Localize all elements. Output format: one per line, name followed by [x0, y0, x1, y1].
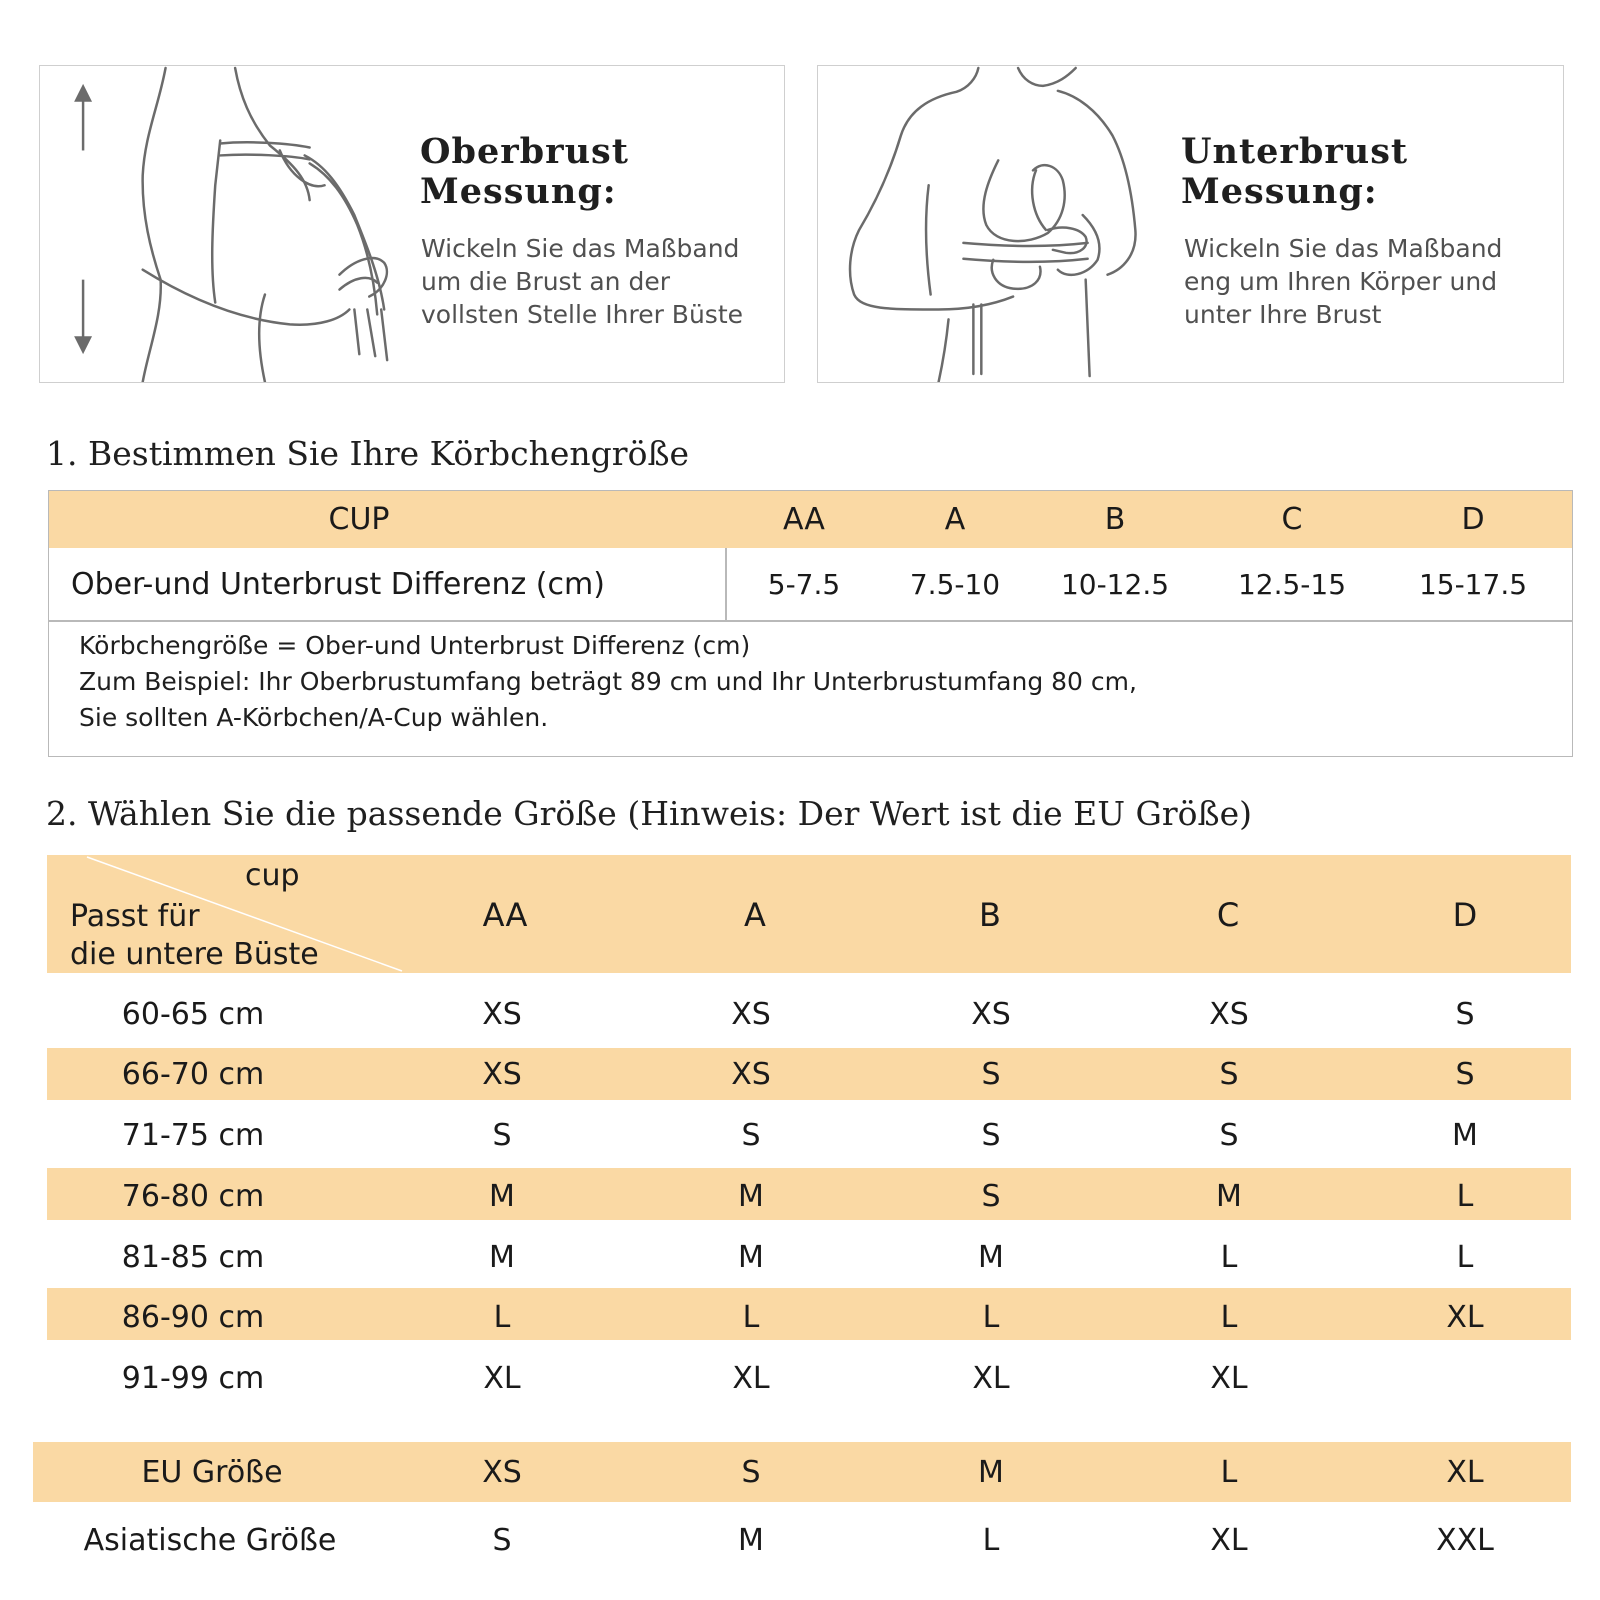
size-cell: S	[741, 1117, 761, 1153]
note-line1: Körbchengröße = Ober-und Unterbrust Differenz (cm)	[79, 631, 751, 660]
size-row-band-label: 81-85 cm	[121, 1239, 265, 1275]
size-cell: M	[738, 1178, 764, 1214]
size-cell: L	[493, 1299, 511, 1335]
size-row-band-label: 71-75 cm	[121, 1117, 265, 1153]
difference-b: 10-12.5	[1060, 567, 1170, 601]
oberbrust-panel	[39, 65, 785, 383]
size-cell: M	[1452, 1117, 1478, 1153]
eu-size-cell: XL	[1446, 1454, 1484, 1490]
oberbrust-desc-line2: um die Brust an der	[421, 267, 670, 296]
size-cell: L	[982, 1299, 1000, 1335]
corner-band-label	[70, 898, 319, 974]
size-cell: XL	[732, 1360, 770, 1396]
oberbrust-desc-line1: Wickeln Sie das Maßband	[421, 234, 740, 263]
size-cell: M	[489, 1178, 515, 1214]
size-cell: L	[1220, 1239, 1238, 1275]
size-row-band-label: 66-70 cm	[121, 1056, 265, 1092]
difference-aa: 5-7.5	[767, 567, 841, 601]
size-header-aa: AA	[482, 896, 528, 934]
size-cell: S	[1219, 1056, 1239, 1092]
size-cell: S	[1455, 996, 1475, 1032]
size-cell: L	[742, 1299, 760, 1335]
unterbrust-illustration	[818, 66, 1563, 382]
oberbrust-illustration	[40, 66, 784, 382]
size-cell: M	[1216, 1178, 1242, 1214]
unterbrust-panel	[817, 65, 1564, 383]
cup-row-divider-vertical	[725, 548, 727, 620]
cup-calculation-note	[79, 628, 1137, 736]
size-header-a: A	[744, 896, 766, 934]
note-line3: Sie sollten A-Körbchen/A-Cup wählen.	[79, 703, 549, 732]
size-cell	[1410, 1354, 1520, 1402]
size-header-c: C	[1216, 896, 1240, 934]
size-cell: L	[1456, 1239, 1474, 1275]
cup-header-a: A	[944, 502, 966, 537]
eu-size-cell: XS	[482, 1454, 522, 1490]
size-cell: XS	[731, 1056, 771, 1092]
size-cell: S	[1219, 1117, 1239, 1153]
size-cell: XS	[1209, 996, 1249, 1032]
unterbrust-title	[1181, 132, 1408, 212]
size-cell: XS	[482, 1056, 522, 1092]
asian-size-cell: XL	[1210, 1522, 1248, 1558]
cup-header-d: D	[1461, 502, 1485, 537]
corner-cup-label: cup	[245, 858, 300, 893]
size-cell: XS	[971, 996, 1011, 1032]
size-row-band-label: 60-65 cm	[121, 996, 265, 1032]
section1-title: 1. Bestimmen Sie Ihre Körbchengröße	[46, 434, 690, 473]
size-cell: XL	[483, 1360, 521, 1396]
difference-d: 15-17.5	[1418, 567, 1528, 601]
size-row-band-label: 76-80 cm	[121, 1178, 265, 1214]
note-line2: Zum Beispiel: Ihr Oberbrustumfang beträgt 89 cm und Ihr Unterbrustumfang 80 cm,	[79, 667, 1137, 696]
size-cell: M	[738, 1239, 764, 1275]
cup-header-label: CUP	[328, 502, 390, 537]
corner-band-line1: Passt für	[70, 899, 200, 934]
size-cell: S	[981, 1056, 1001, 1092]
eu-size-cell: S	[741, 1454, 761, 1490]
oberbrust-title-line2: Messung:	[420, 171, 617, 212]
cup-header-b: B	[1104, 502, 1126, 537]
eu-size-label: EU Größe	[141, 1454, 283, 1490]
difference-c: 12.5-15	[1237, 567, 1347, 601]
oberbrust-title	[420, 132, 629, 212]
size-row-band-label: 91-99 cm	[121, 1360, 265, 1396]
size-cell: L	[1456, 1178, 1474, 1214]
size-cell: XL	[1210, 1360, 1248, 1396]
cup-header-aa: AA	[783, 502, 825, 537]
cup-size-table	[48, 490, 1573, 757]
cup-row-divider-horizontal	[49, 620, 1572, 622]
size-cell: S	[492, 1117, 512, 1153]
unterbrust-description	[1184, 232, 1502, 331]
corner-band-line2: die untere Büste	[70, 937, 319, 972]
size-cell: M	[978, 1239, 1004, 1275]
unterbrust-desc-line2: eng um Ihren Körper und	[1184, 267, 1498, 296]
asian-size-cell: XXL	[1436, 1522, 1494, 1558]
difference-row-label: Ober-und Unterbrust Differenz (cm)	[71, 566, 605, 602]
unterbrust-desc-line1: Wickeln Sie das Maßband	[1184, 234, 1503, 263]
size-cell: M	[489, 1239, 515, 1275]
size-cell: L	[1220, 1299, 1238, 1335]
vertical-arrows-icon	[74, 84, 92, 354]
size-row-band-label: 86-90 cm	[121, 1299, 265, 1335]
asian-size-cell: S	[492, 1522, 512, 1558]
cup-header-c: C	[1281, 502, 1303, 537]
size-cell: XS	[731, 996, 771, 1032]
size-header-d: D	[1452, 896, 1478, 934]
size-cell: S	[981, 1117, 1001, 1153]
unterbrust-title-line2: Messung:	[1181, 171, 1378, 212]
size-cell: XL	[1446, 1299, 1484, 1335]
section2-title: 2. Wählen Sie die passende Größe (Hinweis: Der Wert ist die EU Größe)	[46, 794, 1252, 833]
asian-size-cell: L	[982, 1522, 1000, 1558]
unterbrust-title-line1: Unterbrust	[1181, 131, 1409, 172]
size-cell: XL	[972, 1360, 1010, 1396]
size-cell: S	[1455, 1056, 1475, 1092]
oberbrust-description	[421, 232, 743, 331]
eu-size-cell: M	[978, 1454, 1004, 1490]
eu-size-cell: L	[1220, 1454, 1238, 1490]
asian-size-cell: M	[738, 1522, 764, 1558]
difference-a: 7.5-10	[909, 567, 1001, 601]
unterbrust-desc-line3: unter Ihre Brust	[1184, 300, 1382, 329]
size-cell: S	[981, 1178, 1001, 1214]
oberbrust-desc-line3: vollsten Stelle Ihrer Büste	[421, 300, 744, 329]
size-header-b: B	[979, 896, 1001, 934]
asian-size-label: Asiatische Größe	[83, 1522, 337, 1558]
oberbrust-title-line1: Oberbrust	[420, 131, 629, 172]
size-cell: XS	[482, 996, 522, 1032]
